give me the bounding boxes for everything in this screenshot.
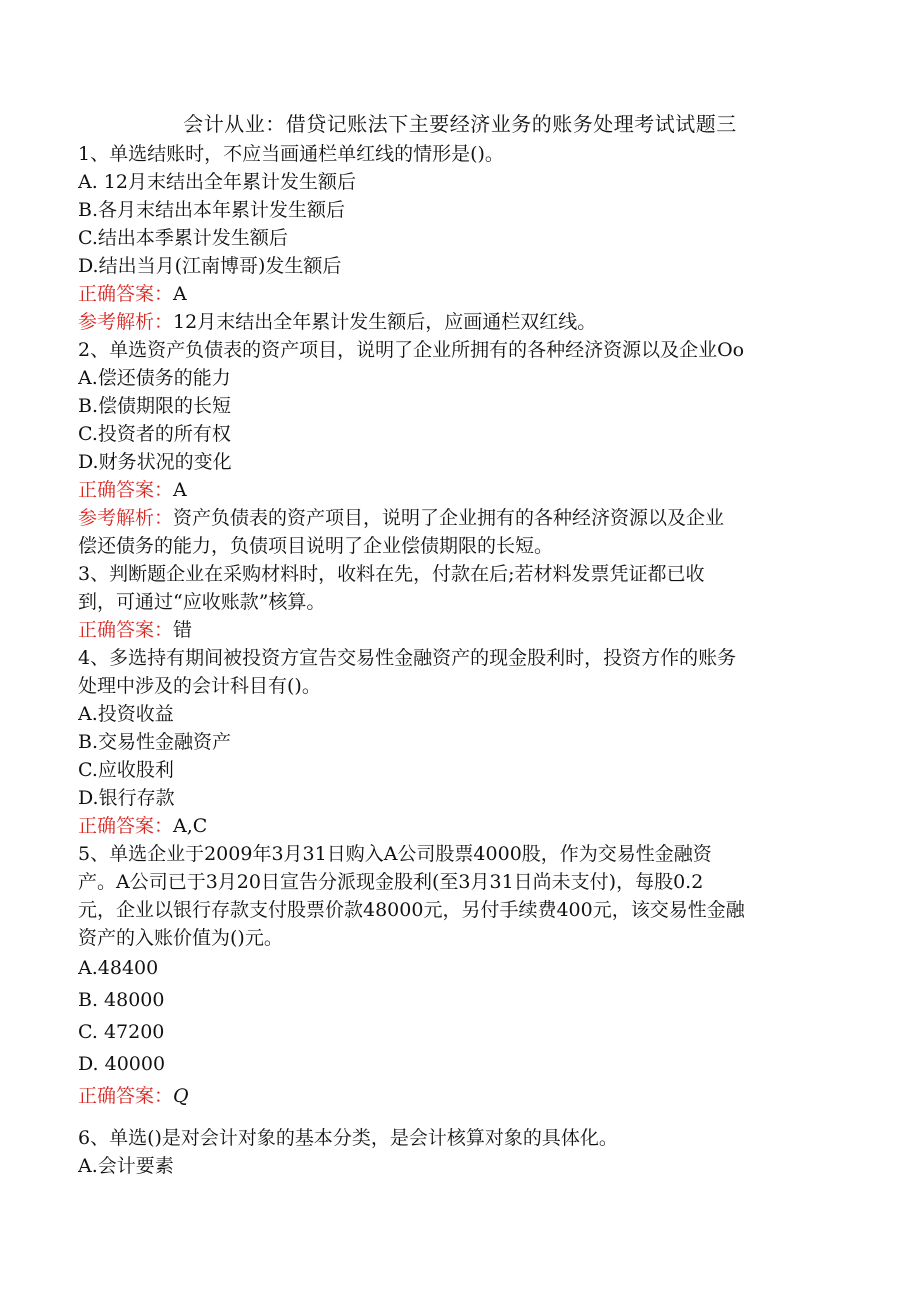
answer-line (78, 1080, 838, 1112)
answer-line (78, 280, 838, 308)
question-stem: 产。A公司已于3月20日宣告分派现金股利(至3月31日尚未支付)，每股0.2 (78, 871, 704, 893)
option: D. 40000 (78, 1053, 166, 1075)
option: A.会计要素 (78, 1155, 174, 1177)
option: A.投资收益 (78, 703, 174, 725)
question-2 (78, 336, 838, 560)
option: A.48400 (78, 957, 159, 979)
question-stem: 2、单选资产负债表的资产项目，说明了企业所拥有的各种经济资源以及企业Oo (78, 339, 745, 361)
question-stem: 到，可通过“应收账款”核算。 (78, 591, 326, 613)
question-stem: 元，企业以银行存款支付股票价款48000元，另付手续费400元，该交易性金融 (78, 899, 745, 921)
answer-label: 正确答案： (78, 619, 174, 641)
analysis-line (78, 504, 838, 532)
page-title: 会计从业：借贷记账法下主要经济业务的账务处理考试试题三 (183, 112, 737, 136)
analysis-text: 资产负债表的资产项目，说明了企业拥有的各种经济资源以及企业 (173, 507, 725, 529)
answer-value: A,C (173, 815, 208, 837)
answer-line (78, 812, 838, 840)
option: B.偿债期限的长短 (78, 395, 232, 417)
answer-value: A (173, 479, 187, 501)
analysis-line (78, 308, 838, 336)
option: B.交易性金融资产 (78, 731, 232, 753)
analysis-label: 参考解析： (78, 507, 174, 529)
option: C.应收股利 (78, 759, 174, 781)
option: D.财务状况的变化 (78, 451, 232, 473)
question-1 (78, 140, 838, 336)
answer-label: 正确答案： (78, 283, 174, 305)
option: C.投资者的所有权 (78, 423, 231, 445)
option: B. 48000 (78, 989, 165, 1011)
option: B.各月末结出本年累计发生额后 (78, 199, 346, 221)
answer-line (78, 476, 838, 504)
answer-value: Q (173, 1085, 189, 1107)
question-stem: 1、单选结账时，不应当画通栏单红线的情形是()。 (78, 143, 504, 165)
analysis-text: 偿还债务的能力，负债项目说明了企业偿债期限的长短。 (78, 535, 554, 557)
question-stem: 资产的入账价值为()元。 (78, 927, 283, 949)
question-stem: 6、单选()是对会计对象的基本分类，是会计核算对象的具体化。 (78, 1127, 618, 1149)
option: A.偿还债务的能力 (78, 367, 231, 389)
answer-line (78, 616, 838, 644)
answer-label: 正确答案： (78, 479, 174, 501)
option: D.银行存款 (78, 787, 175, 809)
option: D.结出当月(江南博哥)发生额后 (78, 255, 342, 277)
question-stem: 3、判断题企业在采购材料时，收料在先，付款在后;若材料发票凭证都已收 (78, 563, 705, 585)
question-list (78, 140, 838, 1180)
option: A. 12月末结出全年累计发生额后 (78, 171, 356, 193)
spacer (78, 1112, 838, 1124)
question-3 (78, 560, 838, 644)
analysis-text: 12月末结出全年累计发生额后，应画通栏双红线。 (173, 311, 597, 333)
question-stem: 5、单选企业于2009年3月31日购入A公司股票4000股，作为交易性金融资 (78, 843, 712, 865)
question-4 (78, 644, 838, 840)
answer-label: 正确答案： (78, 815, 174, 837)
question-5 (78, 840, 838, 1112)
analysis-label: 参考解析： (78, 311, 174, 333)
question-stem: 4、多选持有期间被投资方宣告交易性金融资产的现金股利时，投资方作的账务 (78, 647, 737, 669)
question-6 (78, 1124, 838, 1180)
answer-value: 错 (173, 619, 193, 641)
option: C.结出本季累计发生额后 (78, 227, 288, 249)
answer-value: A (173, 283, 187, 305)
option: C. 47200 (78, 1021, 165, 1043)
question-stem: 处理中涉及的会计科目有()。 (78, 675, 321, 697)
answer-label: 正确答案： (78, 1085, 174, 1107)
